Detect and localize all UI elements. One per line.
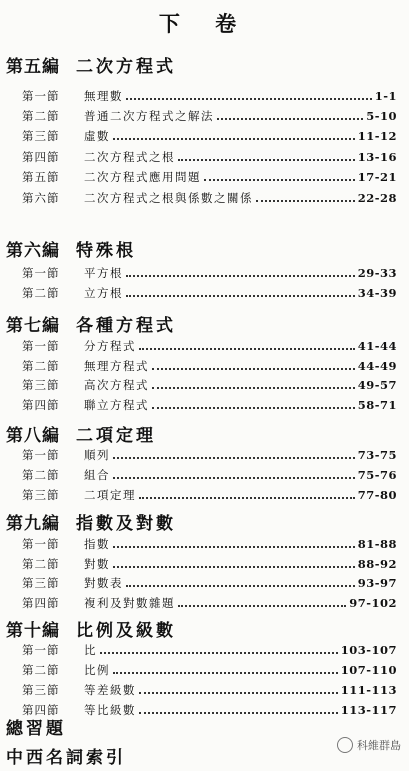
page-range: 5-10 xyxy=(366,109,397,123)
page-range: 77-80 xyxy=(357,488,397,502)
toc-entry xyxy=(22,641,397,659)
part-name: 各種方程式 xyxy=(76,316,176,336)
page-range: 29-33 xyxy=(357,266,397,280)
dot-leader xyxy=(152,368,355,370)
part-number: 第五編 xyxy=(6,57,60,77)
section-number: 第六節 xyxy=(22,191,60,205)
dot-leader xyxy=(126,275,355,277)
toc-entry xyxy=(22,357,397,375)
section-number: 第三節 xyxy=(22,683,60,697)
section-title: 分方程式 xyxy=(84,339,136,353)
section-title: 無理方程式 xyxy=(84,359,149,373)
section-title: 比例 xyxy=(84,663,110,677)
toc-entry xyxy=(22,189,397,207)
toc-entry xyxy=(22,535,397,553)
toc-entry xyxy=(22,376,397,394)
toc-entry xyxy=(22,681,397,699)
toc-entry xyxy=(22,661,397,679)
dot-leader xyxy=(126,295,355,297)
dot-leader xyxy=(139,497,355,499)
part-name: 二項定理 xyxy=(76,426,156,446)
section-title: 複利及對數雜題 xyxy=(84,596,175,610)
page-range: 97-102 xyxy=(349,596,397,610)
section-title: 對數表 xyxy=(84,576,123,590)
section-number: 第一節 xyxy=(22,537,60,551)
page-range: 73-75 xyxy=(357,448,397,462)
toc-entry xyxy=(22,594,397,612)
section-title: 普通二次方程式之解法 xyxy=(84,109,214,123)
dot-leader xyxy=(139,712,338,714)
section-number: 第四節 xyxy=(22,398,60,412)
part-heading xyxy=(6,311,176,336)
page-range: 113-117 xyxy=(340,703,397,717)
section-title: 順列 xyxy=(84,448,110,462)
section-number: 第五節 xyxy=(22,170,60,184)
section-title: 高次方程式 xyxy=(84,378,149,392)
dot-leader xyxy=(100,652,338,654)
page-range: 1-1 xyxy=(374,89,397,103)
section-title: 對數 xyxy=(84,557,110,571)
page-range: 75-76 xyxy=(357,468,397,482)
section-number: 第一節 xyxy=(22,339,60,353)
page-range: 103-107 xyxy=(340,643,397,657)
section-number: 第一節 xyxy=(22,266,60,280)
section-number: 第二節 xyxy=(22,468,60,482)
toc-entry xyxy=(22,284,397,302)
part-number: 第八編 xyxy=(6,426,60,446)
section-title: 虛數 xyxy=(84,129,110,143)
dot-leader xyxy=(217,118,363,120)
page-range: 107-110 xyxy=(340,663,397,677)
section-number: 第二節 xyxy=(22,557,60,571)
volume-title: 下 卷 xyxy=(158,12,251,36)
toc-entry xyxy=(22,264,397,282)
watermark xyxy=(337,737,401,753)
dot-leader xyxy=(152,407,355,409)
part-heading xyxy=(6,421,156,446)
section-title: 平方根 xyxy=(84,266,123,280)
section-title: 聯立方程式 xyxy=(84,398,149,412)
part-number: 第六編 xyxy=(6,241,60,261)
toc-entry xyxy=(22,555,397,573)
watermark-text: 科維群島 xyxy=(357,739,401,752)
toc-entry xyxy=(22,396,397,414)
page-range: 58-71 xyxy=(357,398,397,412)
part-name: 指數及對數 xyxy=(76,514,176,534)
part-name: 特殊根 xyxy=(76,241,136,261)
wechat-icon xyxy=(337,737,353,753)
dot-leader xyxy=(113,672,338,674)
toc-entry xyxy=(22,466,397,484)
part-heading xyxy=(6,616,176,641)
dot-leader xyxy=(256,200,355,202)
toc-entry xyxy=(22,107,397,125)
section-title: 無理數 xyxy=(84,89,123,103)
section-title: 二次方程式之根與係數之關係 xyxy=(84,191,253,205)
section-number: 第二節 xyxy=(22,359,60,373)
page-range: 41-44 xyxy=(357,339,397,353)
page-range: 13-16 xyxy=(357,150,397,164)
dot-leader xyxy=(113,457,355,459)
section-title: 立方根 xyxy=(84,286,123,300)
dot-leader xyxy=(139,692,338,694)
dot-leader xyxy=(178,159,355,161)
section-number: 第四節 xyxy=(22,150,60,164)
section-title: 組合 xyxy=(84,468,110,482)
dot-leader xyxy=(113,477,355,479)
toc-entry xyxy=(22,337,397,355)
section-title: 等比級數 xyxy=(84,703,136,717)
part-heading xyxy=(6,236,136,261)
section-number: 第四節 xyxy=(22,596,60,610)
page-range: 111-113 xyxy=(340,683,397,697)
page-range: 34-39 xyxy=(357,286,397,300)
section-number: 第三節 xyxy=(22,378,60,392)
page-range: 93-97 xyxy=(357,576,397,590)
section-title: 比 xyxy=(84,643,97,657)
part-name: 二次方程式 xyxy=(76,57,176,77)
section-number: 第三節 xyxy=(22,576,60,590)
section-number: 第二節 xyxy=(22,663,60,677)
section-number: 第二節 xyxy=(22,286,60,300)
dot-leader xyxy=(152,387,355,389)
toc-entry xyxy=(22,168,397,186)
section-number: 第三節 xyxy=(22,129,60,143)
dot-leader xyxy=(178,605,346,607)
toc-entry xyxy=(22,574,397,592)
part-name: 比例及級數 xyxy=(76,621,176,641)
page-range: 11-12 xyxy=(357,129,397,143)
dot-leader xyxy=(113,546,355,548)
section-number: 第三節 xyxy=(22,488,60,502)
glossary-index-heading: 中西名詞索引 xyxy=(6,748,126,768)
page-range: 22-28 xyxy=(357,191,397,205)
page-range: 44-49 xyxy=(357,359,397,373)
part-number: 第七編 xyxy=(6,316,60,336)
general-exercises-heading: 總習題 xyxy=(6,719,66,739)
page-range: 49-57 xyxy=(357,378,397,392)
dot-leader xyxy=(139,348,355,350)
section-title: 指數 xyxy=(84,537,110,551)
page-range: 81-88 xyxy=(357,537,397,551)
toc-entry xyxy=(22,127,397,145)
page-range: 88-92 xyxy=(357,557,397,571)
part-heading xyxy=(6,52,176,77)
toc-entry xyxy=(22,701,397,719)
section-title: 等差級數 xyxy=(84,683,136,697)
dot-leader xyxy=(113,566,355,568)
toc-entry xyxy=(22,87,397,105)
section-number: 第一節 xyxy=(22,643,60,657)
section-title: 二項定理 xyxy=(84,488,136,502)
section-number: 第四節 xyxy=(22,703,60,717)
dot-leader xyxy=(126,585,355,587)
dot-leader xyxy=(126,98,372,100)
part-number: 第十編 xyxy=(6,621,60,641)
dot-leader xyxy=(113,138,355,140)
toc-entry xyxy=(22,446,397,464)
section-number: 第二節 xyxy=(22,109,60,123)
section-title: 二次方程式應用問題 xyxy=(84,170,201,184)
section-title: 二次方程式之根 xyxy=(84,150,175,164)
part-number: 第九編 xyxy=(6,514,60,534)
dot-leader xyxy=(204,179,355,181)
page-range: 17-21 xyxy=(357,170,397,184)
part-heading xyxy=(6,509,176,534)
section-number: 第一節 xyxy=(22,89,60,103)
section-number: 第一節 xyxy=(22,448,60,462)
toc-entry xyxy=(22,486,397,504)
toc-entry xyxy=(22,148,397,166)
